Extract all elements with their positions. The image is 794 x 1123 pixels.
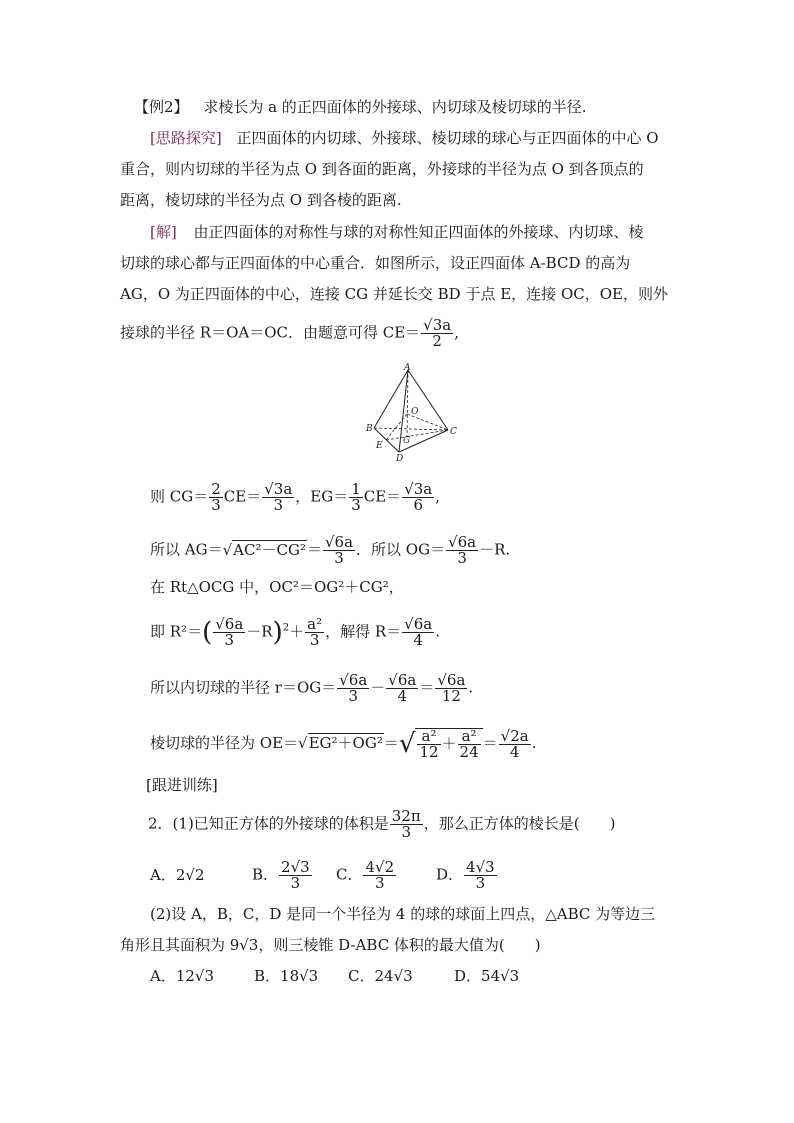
frac-den: 3 xyxy=(334,549,344,567)
q2-option-c[interactable]: C．24√3 xyxy=(348,967,413,985)
frac-r6a-4 xyxy=(402,617,434,648)
fraction-ce xyxy=(421,318,453,349)
frac-den: 3 xyxy=(348,687,359,705)
sqrt-eg-og: EG²＋OG² xyxy=(308,734,383,752)
edge-bc-hidden xyxy=(374,428,448,430)
edge-ac xyxy=(408,370,448,430)
example-tag: 【例2】 xyxy=(134,98,189,116)
frac-r6a-12 xyxy=(435,673,467,704)
s5-text-c: ＝ xyxy=(419,678,435,697)
q1-text-post: ，那么正方体的棱长是( ) xyxy=(423,814,616,833)
solution-comma: , xyxy=(454,323,459,342)
frac-num: √2a xyxy=(500,726,529,745)
label-b: B xyxy=(366,424,373,434)
frac-den: 4 xyxy=(413,631,423,649)
option-c[interactable] xyxy=(336,860,436,891)
frac-den: 12 xyxy=(419,743,439,761)
frac-num: √6a xyxy=(388,671,417,689)
s2-text-e: －R. xyxy=(479,540,511,559)
practice-tag: [跟进训练] xyxy=(146,776,218,794)
frac-num: a² xyxy=(307,615,323,633)
option-d[interactable] xyxy=(436,860,498,891)
sqrt-sign-big xyxy=(399,729,416,759)
option-label: C． xyxy=(336,865,363,884)
practice-q1 xyxy=(148,809,615,840)
option-d-frac xyxy=(464,860,497,891)
solution-tag: [解] xyxy=(150,223,177,241)
s6-text-c: ＝ xyxy=(383,734,399,752)
frac-r6a-3 xyxy=(323,535,355,566)
frac-r3a-6 xyxy=(402,482,434,513)
s5-text-b: － xyxy=(370,678,386,697)
q1-options xyxy=(150,860,498,891)
frac-one-third xyxy=(349,482,363,513)
label-d: D xyxy=(396,454,404,464)
label-o: O xyxy=(411,407,419,417)
option-b[interactable] xyxy=(252,860,336,891)
exponent-2: 2 xyxy=(282,622,290,634)
frac-num: √3a xyxy=(404,480,433,498)
option-b-frac xyxy=(279,860,312,891)
frac-den: 3 xyxy=(401,823,412,841)
frac-den: 3 xyxy=(290,874,301,892)
frac-a2-3 xyxy=(305,617,324,648)
frac-num: 1 xyxy=(351,480,361,498)
frac-num: 2 xyxy=(211,480,221,498)
frac-num: √6a xyxy=(404,615,433,633)
s6-text-f: . xyxy=(531,734,537,752)
frac-num: √6a xyxy=(215,615,244,633)
frac-r6a-3-b xyxy=(446,535,478,566)
sqrt-sign xyxy=(298,734,308,752)
s2-text-c: ＝ xyxy=(306,540,322,559)
s1-text-d: CE＝ xyxy=(363,487,402,506)
s1-text-a: 则 CG＝ xyxy=(150,487,209,506)
frac-den: 4 xyxy=(397,687,408,705)
s1-text-b: CE＝ xyxy=(223,487,262,506)
frac-den: 3 xyxy=(457,549,467,567)
frac-den: 3 xyxy=(375,874,385,892)
analysis-line-2: 重合，则内切球的半径为点 O 到各面的距离，外接球的半径为点 O 到各顶点的 xyxy=(120,160,644,178)
paren-right: ) xyxy=(272,617,283,648)
frac-den: 3 xyxy=(309,631,320,649)
step-edge-radius xyxy=(150,728,536,760)
frac-num: 4√2 xyxy=(365,858,395,876)
frac-num: 2√3 xyxy=(281,858,310,876)
frac-a2-24 xyxy=(458,729,481,760)
sqrt-sum xyxy=(415,728,482,760)
s1-text-e: , xyxy=(435,487,441,506)
segment-ce xyxy=(386,430,448,440)
s5-text-a: 所以内切球的半径 r＝OG＝ xyxy=(150,678,337,697)
option-c-frac xyxy=(363,860,396,891)
ce-denominator: 2 xyxy=(432,332,442,350)
step-cg-eg xyxy=(150,482,440,513)
frac-r2a-4 xyxy=(499,726,531,761)
frac-two-thirds xyxy=(209,482,223,513)
solution-line-4 xyxy=(120,318,459,349)
solution-line-1 xyxy=(150,221,644,243)
analysis-tag: [思路探究] xyxy=(150,129,222,147)
frac-r6a-3-d xyxy=(337,673,369,704)
q2-options xyxy=(150,965,519,987)
s2-text-d: ．所以 OG＝ xyxy=(356,540,446,559)
s4-text-c: ＋ xyxy=(289,622,305,641)
question-text: 求棱长为 a 的正四面体的外接球、内切球及棱切球的半径. xyxy=(203,98,587,116)
option-label: D． xyxy=(436,865,464,884)
label-g: G xyxy=(403,436,411,446)
paren-left: ( xyxy=(202,617,213,648)
option-value: 2√2 xyxy=(175,865,205,884)
frac-num: √6a xyxy=(448,533,477,551)
frac-num: 4√3 xyxy=(466,858,495,876)
s4-text-e: . xyxy=(435,622,440,641)
q1-text: 2．(1)已知正方体的外接球的体积是 xyxy=(148,814,389,833)
s4-text-a: 即 R²＝ xyxy=(150,622,203,641)
frac-num: √6a xyxy=(324,533,354,551)
s5-text-d: . xyxy=(468,678,474,697)
frac-num: a² xyxy=(458,729,481,745)
frac-num: √6a xyxy=(339,671,368,689)
s6-text-d: ＋ xyxy=(441,734,457,753)
frac-num: √6a xyxy=(437,671,466,689)
step-solve-r xyxy=(150,617,440,648)
frac-r6a-3-c xyxy=(213,617,245,648)
ce-numerator: √3a xyxy=(423,316,452,334)
s4-text-d: ，解得 R＝ xyxy=(325,622,402,641)
step-pythagoras: 在 Rt△OCG 中，OC²＝OG²＋CG²， xyxy=(150,578,404,596)
practice-q2-line-1: (2)设 A，B，C，D 是同一个半径为 4 的球的球面上四点，△ABC 为等边三 xyxy=(150,905,656,923)
frac-den: 24 xyxy=(459,743,479,761)
frac-den: 12 xyxy=(441,687,461,705)
example-question xyxy=(134,96,587,118)
step-ag-og xyxy=(150,535,510,566)
s2-text-a: 所以 AG＝ xyxy=(150,540,223,559)
tetrahedron-figure xyxy=(362,362,462,464)
analysis-line-1 xyxy=(150,127,659,149)
analysis-line-3: 距离，棱切球的半径为点 O 到各棱的距离. xyxy=(120,191,402,209)
frac-r6a-4-b xyxy=(386,673,418,704)
option-label: A． xyxy=(150,865,176,884)
frac-32pi-3 xyxy=(390,809,423,840)
solution-line-2: 切球的球心都与正四面体的中心重合．如图所示，设正四面体 A-BCD 的高为 xyxy=(120,254,631,272)
option-a[interactable] xyxy=(150,864,252,886)
frac-den: 3 xyxy=(224,631,235,649)
frac-a2-12 xyxy=(417,729,440,760)
analysis-text-1: 正四面体的内切球、外接球、棱切球的球心与正四面体的中心 O xyxy=(236,129,659,147)
solution-text-1: 由正四面体的对称性与球的对称性知正四面体的外接球、内切球、棱 xyxy=(193,223,644,241)
frac-den: 3 xyxy=(273,496,284,514)
frac-r3a-3 xyxy=(262,482,294,513)
sqrt-sign xyxy=(223,541,233,559)
sqrt-ac-cg: AC²－CG² xyxy=(233,540,306,559)
option-label: B． xyxy=(252,865,279,884)
frac-den: 4 xyxy=(509,742,520,761)
label-e: E xyxy=(376,441,383,451)
frac-num: √3a xyxy=(264,480,293,498)
frac-den: 3 xyxy=(211,496,221,514)
s1-text-c: ，EG＝ xyxy=(295,487,349,506)
step-inner-radius xyxy=(150,673,473,704)
practice-q2-line-2: 角形且其面积为 9√3，则三棱锥 D-ABC 体积的最大值为( ) xyxy=(120,936,541,954)
solution-line-3: AG，O 为正四面体的中心，连接 CG 并延长交 BD 于点 E，连接 OC，OE，则外 xyxy=(120,285,668,303)
label-c: C xyxy=(450,427,457,437)
q2-option-b[interactable]: B．18√3 xyxy=(254,967,319,985)
frac-den: 3 xyxy=(351,496,361,514)
frac-num: a² xyxy=(417,729,440,745)
frac-den: 3 xyxy=(475,874,486,892)
q2-option-d[interactable]: D．54√3 xyxy=(454,967,520,985)
q2-option-a[interactable]: A．12√3 xyxy=(150,967,215,985)
frac-den: 6 xyxy=(413,496,423,514)
label-a: A xyxy=(404,363,411,373)
s4-text-b: －R xyxy=(246,622,273,641)
solution-text-4: 接球的半径 R＝OA＝OC．由题意可得 CE＝ xyxy=(120,323,421,342)
s6-text-e: ＝ xyxy=(482,734,498,752)
s6-text-a: 棱切球的半径为 OE＝ xyxy=(150,734,299,752)
frac-num: 32π xyxy=(391,807,421,825)
